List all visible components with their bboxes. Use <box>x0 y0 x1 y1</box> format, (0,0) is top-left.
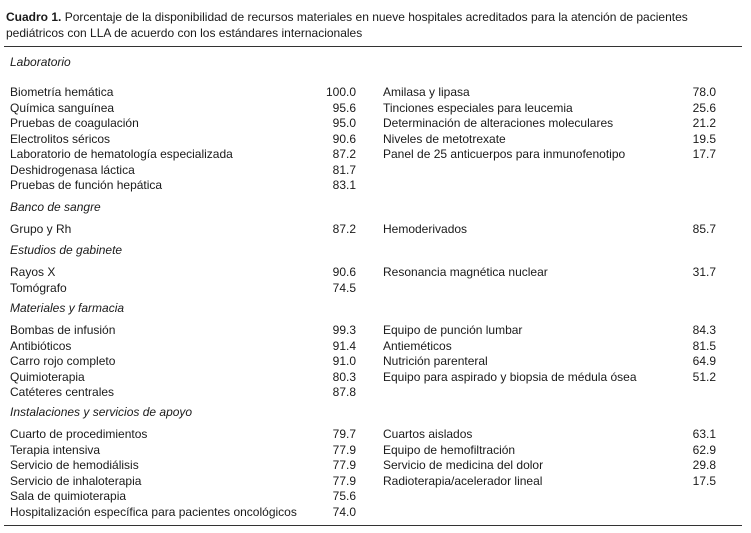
row-value: 100.0 <box>325 85 356 99</box>
row-value: 29.8 <box>692 458 716 472</box>
row-label: Servicio de inhaloterapia <box>10 473 142 488</box>
row-value: 63.1 <box>692 427 716 441</box>
row-label: Química sanguínea <box>10 100 115 115</box>
caption-text: Porcentaje de la disponibilidad de recursos materiales en nueve hospitales acreditados para la atención de pacientes pediátricos con LLA de acuerdo con los estándares internacionales <box>6 10 688 40</box>
row-value: 81.5 <box>692 338 716 353</box>
row-label: Equipo para aspirado y biopsia de médula ósea <box>383 369 637 384</box>
row-value: 91.4 <box>332 338 356 353</box>
row-label: Tomógrafo <box>10 280 67 295</box>
row-label: Amilasa y lipasa <box>383 85 470 99</box>
row-label: Cuarto de procedimientos <box>10 427 148 441</box>
row-label: Nutrición parenteral <box>383 354 488 368</box>
row-value: 62.9 <box>692 442 716 457</box>
row-value: 77.9 <box>332 442 356 457</box>
row-label: Tinciones especiales para leucemia <box>383 100 573 115</box>
row-label: Laboratorio de hematología especializada <box>10 147 233 161</box>
row-value: 78.0 <box>692 85 716 99</box>
row-value: 75.6 <box>332 489 356 503</box>
section-title: Materiales y farmacia <box>10 301 125 315</box>
row-value: 80.3 <box>332 369 356 384</box>
row-label: Carro rojo completo <box>10 354 116 368</box>
row-value: 87.8 <box>332 385 356 399</box>
section-title: Banco de sangre <box>10 200 101 214</box>
row-value: 87.2 <box>332 222 356 236</box>
row-value: 64.9 <box>692 354 716 368</box>
row-value: 51.2 <box>692 369 716 384</box>
row-value: 79.7 <box>332 427 356 441</box>
row-value: 77.9 <box>332 473 356 488</box>
row-value: 21.2 <box>692 116 716 130</box>
row-label: Pruebas de coagulación <box>10 116 139 130</box>
row-label: Servicio de medicina del dolor <box>383 458 544 472</box>
row-value: 74.0 <box>332 504 356 519</box>
row-value: 77.9 <box>332 458 356 472</box>
row-label: Equipo de punción lumbar <box>383 323 523 337</box>
row-label: Antieméticos <box>383 338 452 353</box>
row-label: Bombas de infusión <box>10 323 116 337</box>
row-label: Terapia intensiva <box>10 442 101 457</box>
row-value: 90.6 <box>332 265 356 279</box>
row-value: 99.3 <box>332 323 356 337</box>
row-label: Biometría hemática <box>10 85 114 99</box>
top-rule <box>4 46 742 47</box>
row-value: 87.2 <box>332 147 356 161</box>
row-value: 84.3 <box>692 323 716 337</box>
row-label: Quimioterapia <box>10 369 85 384</box>
row-value: 91.0 <box>332 354 356 368</box>
row-value: 25.6 <box>692 100 716 115</box>
row-label: Rayos X <box>10 265 56 279</box>
row-label: Radioterapia/acelerador lineal <box>383 473 543 488</box>
row-label: Hemoderivados <box>383 222 468 236</box>
row-label: Cuartos aislados <box>383 427 473 441</box>
section-title: Laboratorio <box>10 55 71 69</box>
row-label: Electrolitos séricos <box>10 131 111 146</box>
row-value: 83.1 <box>332 178 356 192</box>
row-label: Resonancia magnética nuclear <box>383 265 548 279</box>
row-value: 17.7 <box>692 147 716 161</box>
section-title: Estudios de gabinete <box>10 243 123 257</box>
row-label: Equipo de hemofiltración <box>383 442 516 457</box>
row-value: 17.5 <box>692 473 716 488</box>
row-value: 95.6 <box>332 100 356 115</box>
section-title: Instalaciones y servicios de apoyo <box>10 405 193 419</box>
row-value: 85.7 <box>692 222 716 236</box>
row-label: Hospitalización específica para pacientes oncológicos <box>10 504 297 519</box>
row-value: 31.7 <box>692 265 716 279</box>
row-label: Grupo y Rh <box>10 222 72 236</box>
row-label: Determinación de alteraciones moleculares <box>383 116 614 130</box>
table-caption <box>6 9 746 41</box>
row-value: 19.5 <box>692 131 716 146</box>
row-label: Niveles de metotrexate <box>383 131 506 146</box>
caption-label: Cuadro 1. <box>6 10 62 24</box>
row-label: Deshidrogenasa láctica <box>10 162 135 177</box>
row-label: Panel de 25 anticuerpos para inmunofenotipo <box>383 147 626 161</box>
row-label: Sala de quimioterapia <box>10 489 127 503</box>
row-value: 90.6 <box>332 131 356 146</box>
row-value: 74.5 <box>332 280 356 295</box>
row-label: Catéteres centrales <box>10 385 115 399</box>
row-label: Pruebas de función hepática <box>10 178 163 192</box>
row-value: 95.0 <box>332 116 356 130</box>
bottom-rule <box>4 525 742 526</box>
row-value: 81.7 <box>332 162 356 177</box>
row-label: Servicio de hemodiálisis <box>10 458 139 472</box>
row-label: Antibióticos <box>10 338 72 353</box>
